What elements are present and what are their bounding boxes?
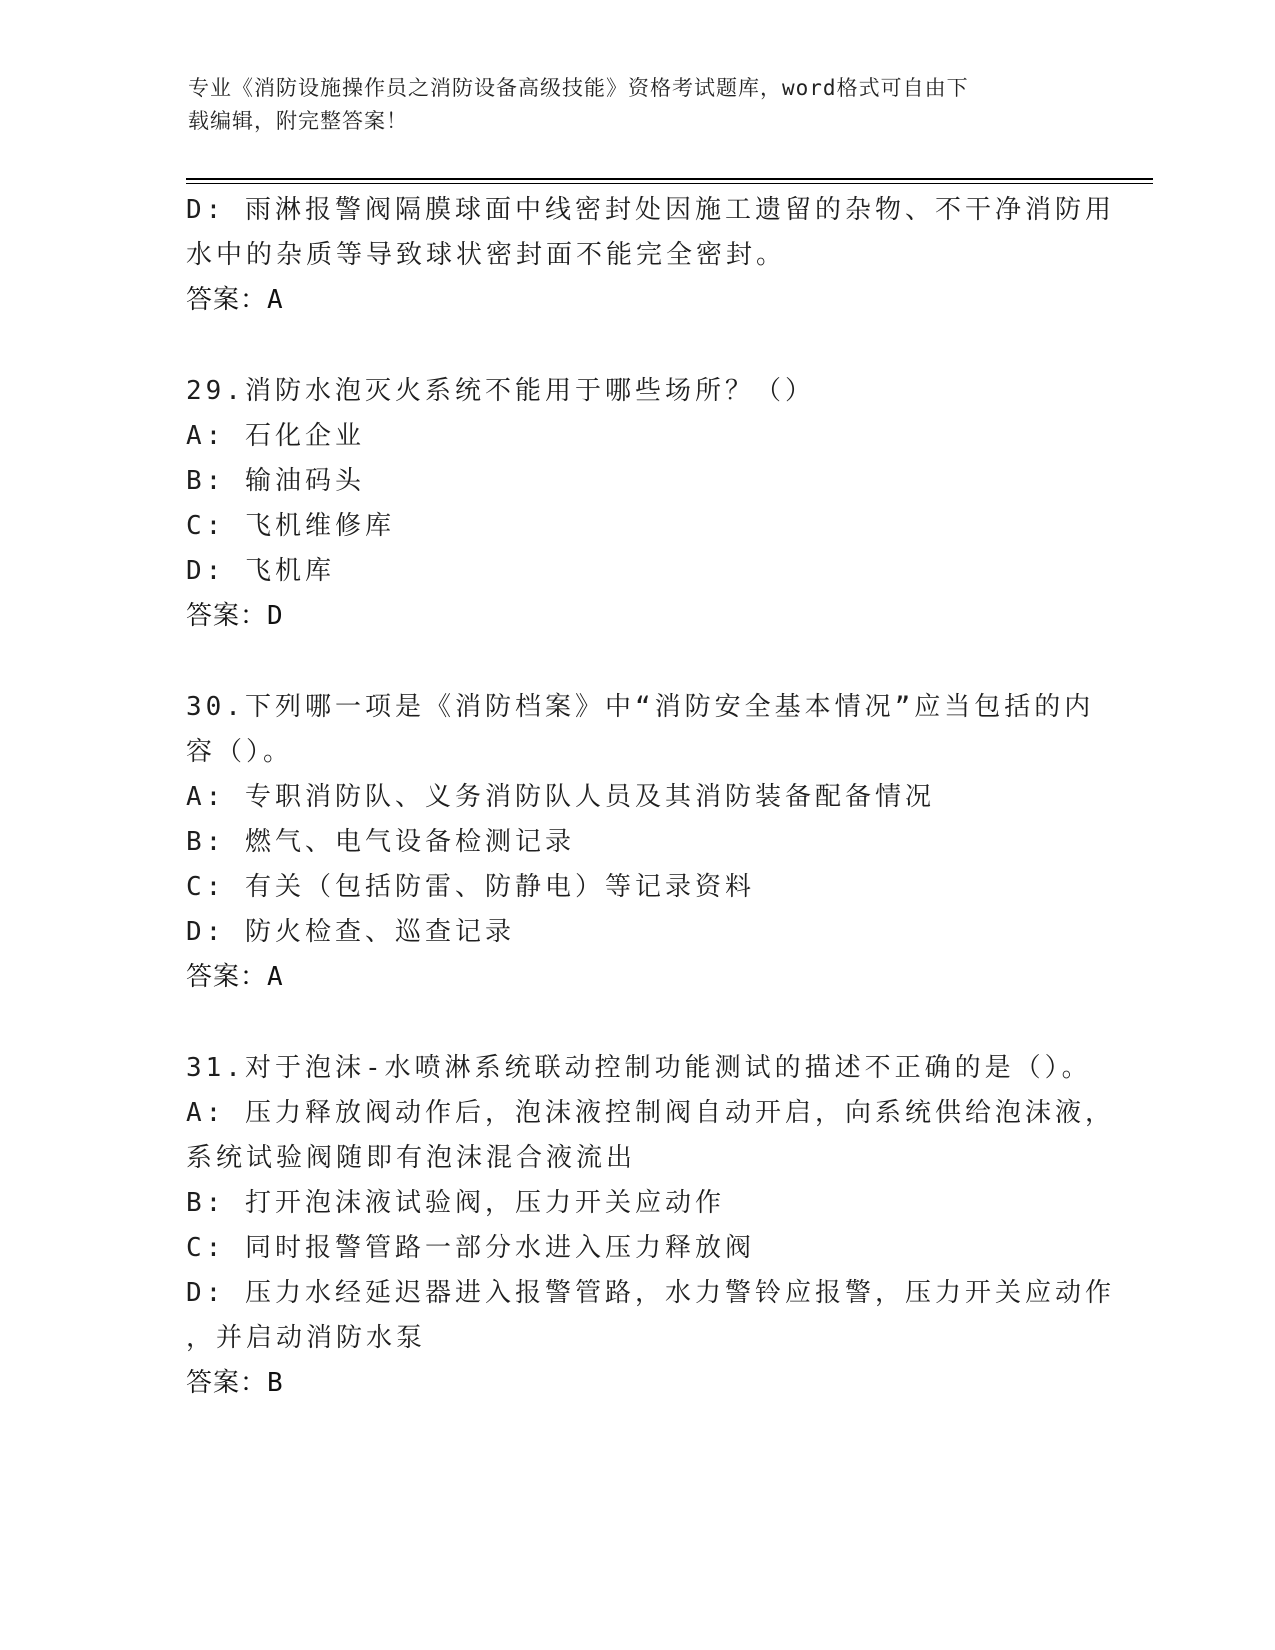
previous-question-tail: [186, 188, 1115, 323]
option-c: C: 飞机维修库: [186, 511, 395, 541]
option-c: C: 有关（包括防雷、防静电）等记录资料: [186, 872, 755, 902]
option-d: D: 防火检查、巡查记录: [186, 917, 515, 947]
option-a-line-1: A: 压力释放阀动作后，泡沫液控制阀自动开启，向系统供给泡沫液，: [186, 1098, 1115, 1128]
question-stem: 29.消防水泡灭火系统不能用于哪些场所？（）: [186, 376, 815, 406]
question-stem-line-1: 30.下列哪一项是《消防档案》中“消防安全基本情况”应当包括的内: [186, 692, 1095, 722]
spacer: [186, 323, 1086, 369]
option-d-line-1: D: 压力水经延迟器进入报警管路，水力警铃应报警，压力开关应动作: [186, 1278, 1115, 1308]
answer-label: 答案：: [186, 285, 268, 315]
answer-label: 答案：: [186, 962, 268, 992]
question-content: [186, 188, 1115, 1406]
option-d-line-2: ，并启动消防水泵: [186, 1323, 427, 1353]
header-divider-thick: [186, 178, 1153, 180]
answer-line: [186, 278, 1086, 323]
option-b: B: 输油码头: [186, 466, 365, 496]
option-d: D: 飞机库: [186, 556, 335, 586]
answer-label: 答案：: [186, 1368, 268, 1398]
answer-line: [186, 1361, 1086, 1406]
spacer: [186, 639, 1086, 685]
question-31: [186, 1046, 1115, 1406]
document-header: [188, 72, 1078, 138]
option-d-line-2: 水中的杂质等导致球状密封面不能完全密封。: [186, 240, 787, 270]
answer-line: [186, 594, 1086, 639]
question-30: [186, 685, 1095, 1000]
option-a-line-2: 系统试验阀随即有泡沫混合液流出: [186, 1143, 637, 1173]
option-c: C: 同时报警管路一部分水进入压力释放阀: [186, 1233, 755, 1263]
question-29: [186, 369, 1086, 639]
answer-value: A: [267, 285, 284, 315]
header-line-1: 专业《消防设施操作员之消防设备高级技能》资格考试题库，word格式可自由下: [188, 76, 969, 100]
option-a: A: 石化企业: [186, 421, 365, 451]
answer-value: B: [267, 1368, 284, 1398]
answer-line: [186, 955, 1086, 1000]
question-stem-line-2: 容（）。: [186, 737, 294, 767]
header-divider-thin: [186, 183, 1153, 184]
option-b: B: 燃气、电气设备检测记录: [186, 827, 575, 857]
header-line-2: 载编辑，附完整答案！: [188, 109, 408, 133]
answer-value: D: [267, 601, 284, 631]
option-b: B: 打开泡沫液试验阀，压力开关应动作: [186, 1188, 725, 1218]
spacer: [186, 1000, 1086, 1046]
answer-label: 答案：: [186, 601, 268, 631]
option-a: A: 专职消防队、义务消防队人员及其消防装备配备情况: [186, 782, 935, 812]
question-stem: 31.对于泡沫-水喷淋系统联动控制功能测试的描述不正确的是（）。: [186, 1053, 1092, 1083]
answer-value: A: [267, 962, 284, 992]
option-d-line-1: D: 雨淋报警阀隔膜球面中线密封处因施工遗留的杂物、不干净消防用: [186, 195, 1115, 225]
